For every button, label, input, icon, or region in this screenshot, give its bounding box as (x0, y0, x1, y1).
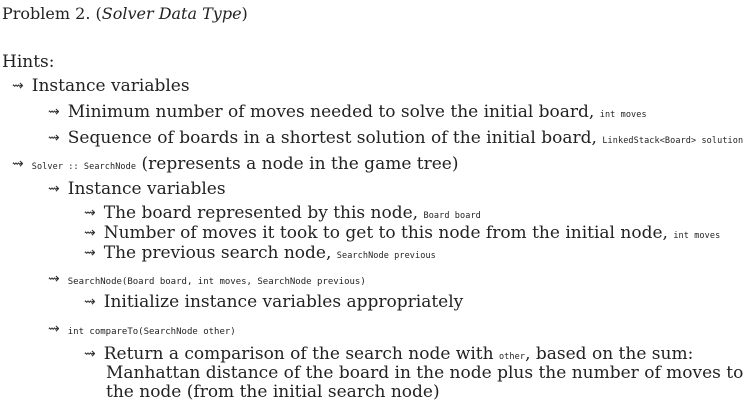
problem-title (2, 4, 248, 24)
compare-line-3: the node (from the initial search node) (106, 382, 440, 402)
hint-instance-variables (12, 76, 190, 97)
constructor-hint-text: Initialize instance variables appropriately (103, 292, 464, 312)
sequence-code: LinkedStack<Board> solution (602, 136, 743, 146)
hint-sequence (48, 128, 743, 151)
instance-variables-label: Instance variables (31, 76, 190, 96)
squiggle-arrow-icon: ⇝ (48, 181, 60, 197)
hints-label: Hints: (2, 52, 55, 72)
board-text: The board represented by this node, (103, 203, 419, 223)
squiggle-arrow-icon: ⇝ (48, 104, 60, 120)
hint-min-moves (48, 102, 647, 125)
compare-line-2: Manhattan distance of the board in the node plus the number of moves to (106, 363, 743, 383)
hint-constructor (48, 269, 366, 292)
previous-code: SearchNode previous (336, 251, 436, 261)
title-suffix: ) (241, 4, 248, 23)
hint-inner-instance-variables (48, 179, 226, 200)
title-prefix: Problem 2. ( (2, 4, 102, 23)
sequence-text: Sequence of boards in a shortest solution of the initial board, (67, 128, 597, 148)
min-moves-code: int moves (599, 110, 647, 120)
squiggle-arrow-icon: ⇝ (48, 321, 60, 337)
inner-instance-variables-label: Instance variables (67, 179, 226, 199)
hint-previous (84, 243, 436, 266)
hint-compare-to (48, 319, 236, 342)
min-moves-text: Minimum number of moves needed to solve the initial board, (67, 102, 595, 122)
moves-code: int moves (673, 231, 721, 241)
board-code: Board board (423, 211, 481, 221)
squiggle-arrow-icon: ⇝ (84, 225, 96, 241)
title-italic: Solver Data Type (101, 4, 242, 23)
squiggle-arrow-icon: ⇝ (84, 245, 96, 261)
compare-code-other: other (498, 352, 526, 362)
compare-text-1b: , based on the sum: (525, 344, 694, 364)
squiggle-arrow-icon: ⇝ (84, 294, 96, 310)
hint-initialize (84, 292, 463, 313)
compare-code: int compareTo(SearchNode other) (67, 327, 236, 337)
squiggle-arrow-icon: ⇝ (84, 346, 96, 362)
previous-text: The previous search node, (103, 243, 332, 263)
squiggle-arrow-icon: ⇝ (12, 156, 24, 172)
solver-text: (represents a node in the game tree) (141, 154, 459, 174)
squiggle-arrow-icon: ⇝ (84, 205, 96, 221)
constructor-code: SearchNode(Board board, int moves, SearchNode previous) (67, 277, 366, 287)
moves-text: Number of moves it took to get to this node from the initial node, (103, 223, 668, 243)
solver-code: Solver :: SearchNode (31, 162, 137, 172)
compare-text-1: Return a comparison of the search node with (103, 344, 494, 364)
hint-solver-searchnode (12, 154, 459, 177)
squiggle-arrow-icon: ⇝ (48, 130, 60, 146)
squiggle-arrow-icon: ⇝ (48, 271, 60, 287)
squiggle-arrow-icon: ⇝ (12, 78, 24, 94)
